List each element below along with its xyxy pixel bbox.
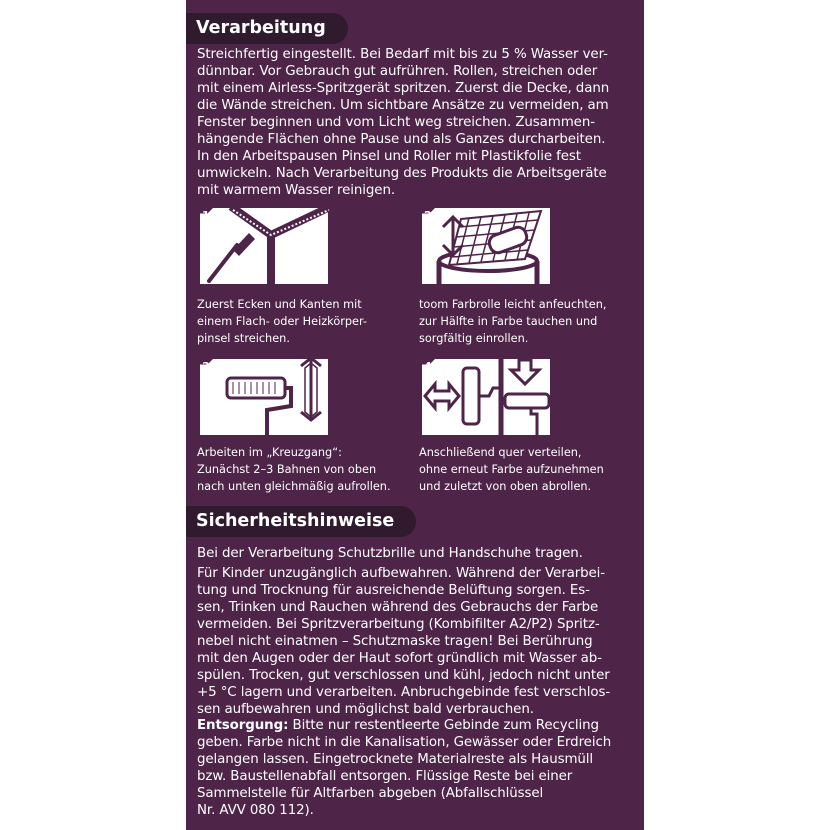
text-line: umwickeln. Nach Verarbeitung des Produkts die Arbeitsgeräte	[197, 166, 607, 181]
text-line: Bei der Verarbeitung Schutzbrille und Handschuhe tragen.	[197, 546, 583, 561]
caption-line: sorgfältig einrollen.	[419, 332, 529, 345]
text-line: nebel nicht einatmen – Schutzmaske tragen! Bei Berührung	[197, 634, 593, 649]
text-line: hängende Flächen ohne Pause und als Ganzes durcharbeiten.	[197, 132, 606, 147]
section-heading-safety: Sicherheitshinweise	[186, 506, 416, 537]
caption-line: Arbeiten im „Kreuzgang“:	[197, 446, 342, 459]
text-line: mit einem Airless-Spritzgerät spritzen. Zuerst die Decke, dann	[197, 81, 610, 96]
text-line: gelangen lassen. Eingetrocknete Materialreste als Hausmüll	[197, 752, 594, 767]
step-number: 4	[424, 360, 432, 373]
caption-line: und zuletzt von oben abrollen.	[419, 480, 592, 493]
text-line: +5 °C lagern und verarbeiten. Anbruchgebinde fest verschlos-	[197, 685, 611, 700]
caption-line: zur Hälfte in Farbe tauchen und	[419, 315, 598, 328]
caption-line: toom Farbrolle leicht anfeuchten,	[419, 298, 607, 311]
step-number: 2	[424, 209, 432, 222]
brush-corner-icon	[197, 205, 331, 287]
text-line: Streichfertig eingestellt. Bei Bedarf mit bis zu 5 % Wasser ver-	[197, 47, 608, 62]
section-heading-processing: Verarbeitung	[186, 13, 348, 44]
safety-text-goggles	[197, 545, 637, 562]
text-line: sen aufbewahren und möglichst bald verbrauchen.	[197, 702, 534, 717]
step-3-illustration	[197, 356, 331, 438]
text-line: mit warmem Wasser reinigen.	[197, 183, 395, 198]
safety-text-storage	[197, 565, 637, 718]
step-1-illustration	[197, 205, 331, 287]
step-3-caption	[197, 444, 419, 495]
step-1-caption	[197, 296, 419, 347]
caption-line: Zunächst 2–3 Bahnen von oben	[197, 463, 377, 476]
text-line: Sammelstelle für Altfarben abgeben (Abfallschlüssel	[197, 786, 544, 801]
roller-vertical-icon	[197, 356, 331, 438]
caption-line: einem Flach- oder Heizkörper-	[197, 315, 367, 328]
step-2-caption	[419, 296, 641, 347]
step-2-illustration	[419, 205, 553, 287]
caption-line: Anschließend quer verteilen,	[419, 446, 582, 459]
roller-bucket-icon	[419, 205, 553, 287]
text-line: dünnbar. Vor Gebrauch gut aufrühren. Rollen, streichen oder	[197, 64, 598, 79]
roller-cross-icon	[419, 356, 553, 438]
step-4-illustration	[419, 356, 553, 438]
text-line: In den Arbeitspausen Pinsel und Roller mit Plastikfolie fest	[197, 149, 581, 164]
product-info-panel	[186, 0, 644, 830]
text-line: spülen. Trocken, gut verschlossen und kühl, jedoch nicht unter	[197, 668, 610, 683]
disposal-label: Entsorgung:	[197, 718, 289, 733]
disposal-line-rest: Bitte nur restentleerte Gebinde zum Recycling	[288, 718, 599, 733]
text-line: Fenster beginnen und vom Licht weg streichen. Zusammen-	[197, 115, 595, 130]
caption-line: nach unten gleichmäßig aufrollen.	[197, 480, 391, 493]
text-line: sen, Trinken und Rauchen während des Gebrauchs der Farbe	[197, 600, 599, 615]
text-line: die Wände streichen. Um sichtbare Ansätze zu vermeiden, am	[197, 98, 609, 113]
caption-line: Zuerst Ecken und Kanten mit	[197, 298, 362, 311]
caption-line: ohne erneut Farbe aufzunehmen	[419, 463, 604, 476]
caption-line: pinsel streichen.	[197, 332, 290, 345]
step-number: 1	[202, 209, 210, 222]
step-number: 3	[202, 360, 210, 373]
step-4-caption	[419, 444, 641, 495]
text-line: tung und Trocknung für ausreichende Belüftung sorgen. Es-	[197, 583, 590, 598]
processing-text	[197, 46, 637, 199]
text-line: bzw. Baustellenabfall entsorgen. Flüssige Reste bei einer	[197, 769, 573, 784]
text-line: mit den Augen oder der Haut sofort gründlich mit Wasser ab-	[197, 651, 602, 666]
text-line: vermeiden. Bei Spritzverarbeitung (Kombifilter A2/P2) Spritz-	[197, 617, 600, 632]
text-line: geben. Farbe nicht in die Kanalisation, Gewässer oder Erdreich	[197, 735, 612, 750]
text-line: Für Kinder unzugänglich aufbewahren. Während der Verarbei-	[197, 566, 606, 581]
disposal-text	[197, 717, 637, 819]
text-line	[197, 717, 637, 734]
text-line: Nr. AVV 080 112).	[197, 803, 314, 818]
